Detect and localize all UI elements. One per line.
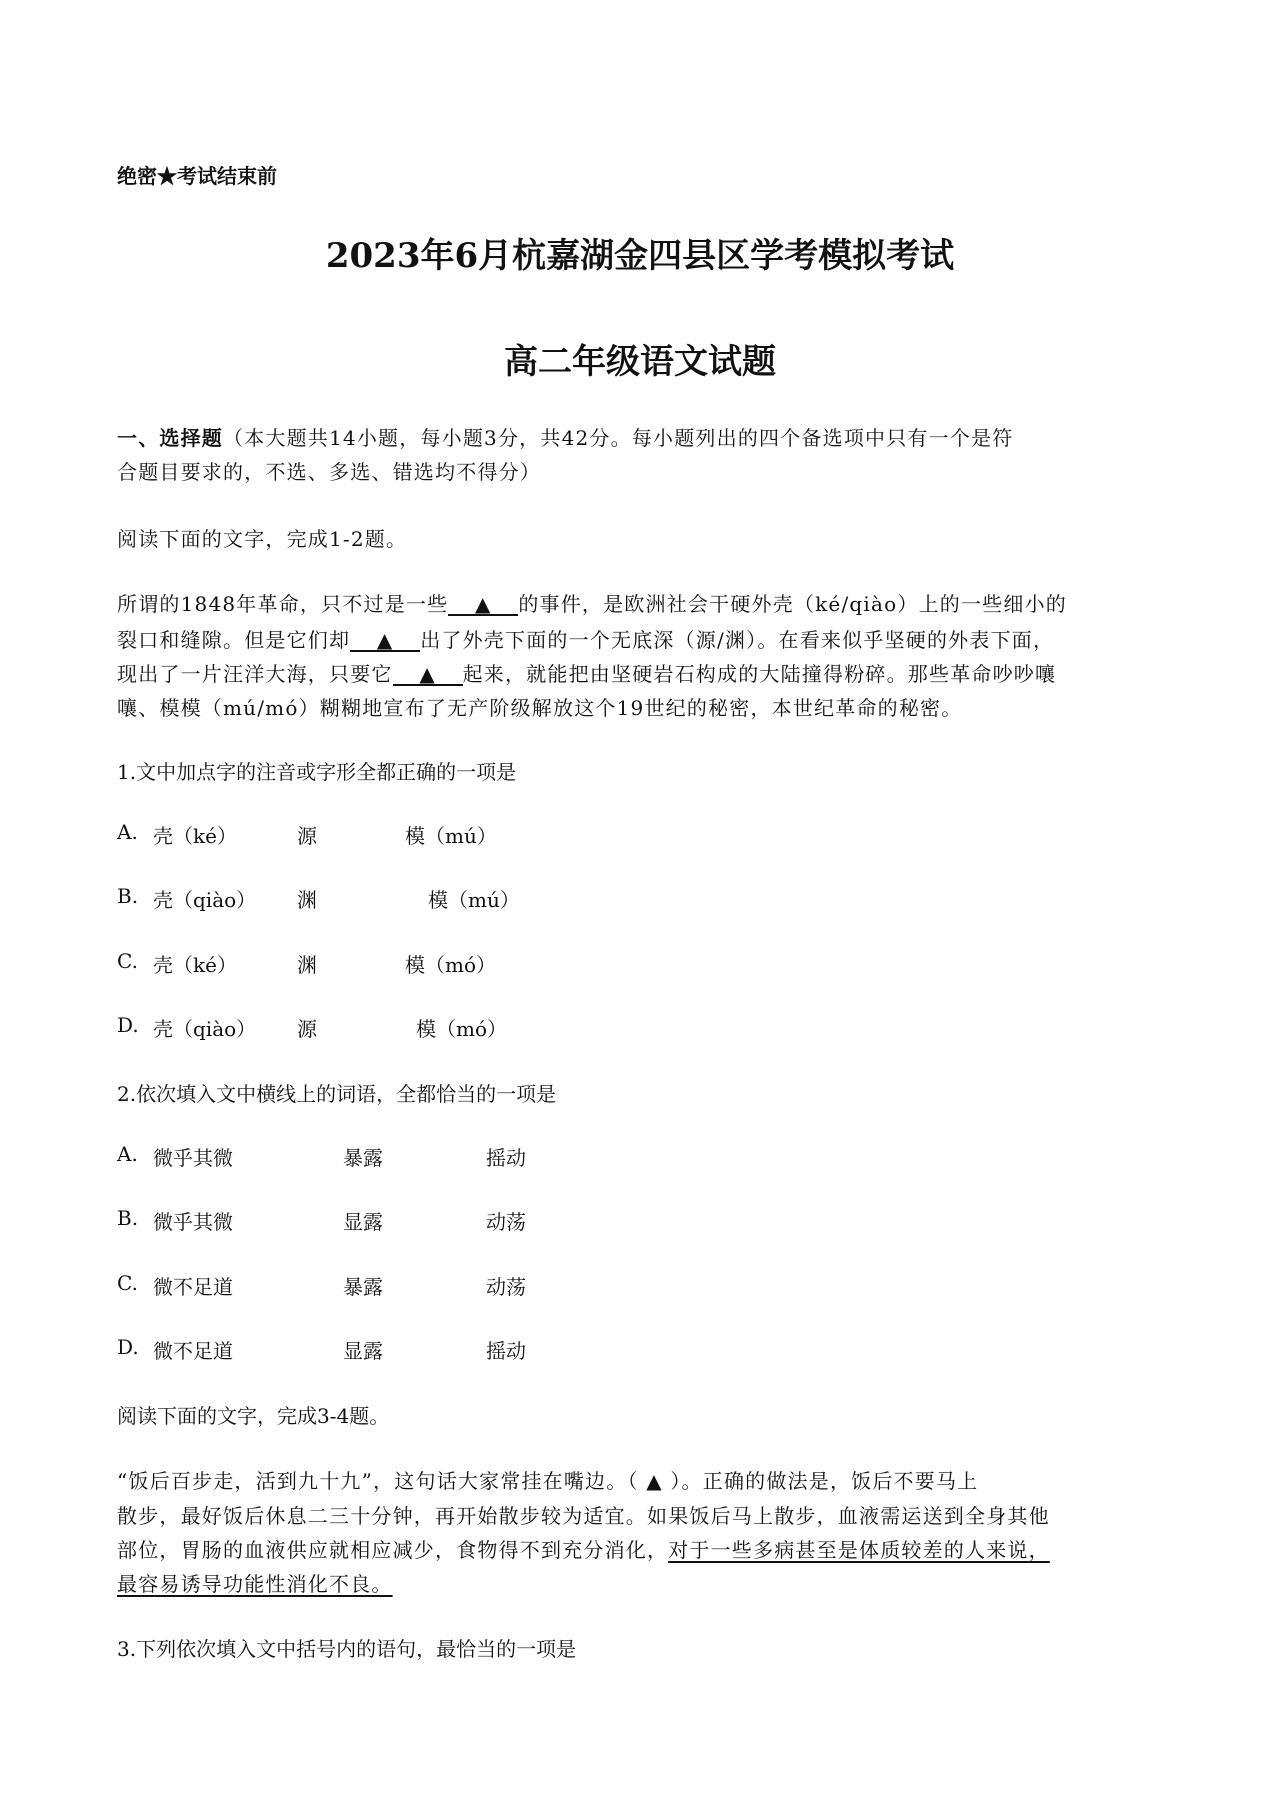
option-col2: 暴露 bbox=[343, 1146, 383, 1170]
option-label: A. bbox=[117, 820, 138, 844]
option-col1: 壳（qiào） bbox=[153, 888, 257, 912]
option-col3: 模（mú） bbox=[428, 888, 520, 912]
question-2-stem: 2.依次填入文中横线上的词语，全都恰当的一项是 bbox=[117, 1082, 557, 1106]
passage1-text: 的事件，是欧洲社会干硬外壳（ké/qiào）上的一些细小的 bbox=[518, 592, 1067, 616]
option-col1: 壳（ké） bbox=[153, 953, 237, 977]
section-instructions-line1 bbox=[117, 422, 1013, 451]
option-col1: 微乎其微 bbox=[153, 1210, 233, 1234]
option-label: D. bbox=[117, 1335, 139, 1359]
option-label: C. bbox=[117, 1271, 138, 1295]
option-col3: 模（mó） bbox=[416, 1017, 508, 1041]
section-instructions-line2: 合题目要求的，不选、多选、错选均不得分） bbox=[117, 460, 541, 484]
passage2-line3 bbox=[117, 1534, 1050, 1563]
passage1-text: 现出了一片汪洋大海，只要它 bbox=[117, 662, 393, 686]
option-col1: 壳（qiào） bbox=[153, 1017, 257, 1041]
option-col3: 动荡 bbox=[486, 1275, 526, 1299]
passage1-text: 起来，就能把由坚硬岩石构成的大陆撞得粉碎。那些革命吵吵嚷 bbox=[462, 662, 1057, 686]
passage2-text: 部位，胃肠的血液供应就相应减少，食物得不到充分消化， bbox=[117, 1538, 669, 1562]
option-label: B. bbox=[117, 884, 139, 908]
question-3-stem: 3.下列依次填入文中括号内的语句，最恰当的一项是 bbox=[117, 1637, 577, 1661]
option-col2: 渊 bbox=[297, 953, 317, 977]
option-col3: 模（mó） bbox=[405, 953, 497, 977]
option-col2: 显露 bbox=[343, 1210, 383, 1234]
fill-blank-2: ▲ bbox=[350, 630, 420, 652]
option-label: C. bbox=[117, 949, 138, 973]
option-col1: 壳（ké） bbox=[153, 824, 237, 848]
reading-intro-1: 阅读下面的文字，完成1-2题。 bbox=[117, 527, 408, 551]
fill-blank-1: ▲ bbox=[448, 594, 518, 616]
passage1-line1 bbox=[117, 588, 1067, 617]
passage1-text: 出了外壳下面的一个无底深（源/渊）。在看来似乎坚硬的外表下面， bbox=[420, 628, 1055, 652]
section-instructions-text: （本大题共14小题，每小题3分，共42分。每小题列出的四个备选项中只有一个是符 bbox=[223, 426, 1014, 450]
option-col2: 显露 bbox=[343, 1339, 383, 1363]
option-label: D. bbox=[117, 1013, 139, 1037]
passage2-line4 bbox=[117, 1568, 393, 1597]
fill-blank-3: ▲ bbox=[393, 664, 463, 686]
option-col3: 摇动 bbox=[486, 1146, 526, 1170]
option-col2: 渊 bbox=[297, 888, 317, 912]
underlined-sentence: 最容易诱导功能性消化不良。 bbox=[117, 1572, 393, 1596]
option-label: B. bbox=[117, 1206, 139, 1230]
passage2-line2: 散步，最好饭后休息二三十分钟，再开始散步较为适宜。如果饭后马上散步，血液需运送到全身其他 bbox=[117, 1504, 1050, 1528]
option-col1: 微乎其微 bbox=[153, 1146, 233, 1170]
underlined-sentence: 对于一些多病甚至是体质较差的人来说， bbox=[668, 1538, 1050, 1562]
question-1-stem: 1.文中加点字的注音或字形全都正确的一项是 bbox=[117, 760, 517, 784]
passage1-line4: 嚷、模模（mú/mó）糊糊地宣布了无产阶级解放这个19世纪的秘密，本世纪革命的秘密。 bbox=[117, 696, 963, 720]
exam-title: 2023年6月杭嘉湖金四县区学考模拟考试 bbox=[325, 236, 955, 276]
option-col3: 模（mú） bbox=[405, 824, 497, 848]
option-col1: 微不足道 bbox=[153, 1275, 233, 1299]
option-col2: 源 bbox=[297, 1017, 317, 1041]
option-col3: 摇动 bbox=[486, 1339, 526, 1363]
passage1-text: 裂口和缝隙。但是它们却 bbox=[117, 628, 351, 652]
option-label: A. bbox=[117, 1142, 138, 1166]
option-col2: 源 bbox=[297, 824, 317, 848]
exam-subtitle: 高二年级语文试题 bbox=[504, 342, 776, 382]
passage2-line1: “饭后百步走，活到九十九”，这句话大家常挂在嘴边。（ ▲ ）。正确的做法是，饭后不要马上 bbox=[117, 1469, 979, 1493]
confidential-label: 绝密★考试结束前 bbox=[117, 164, 277, 188]
passage1-line2 bbox=[117, 624, 1054, 653]
option-col2: 暴露 bbox=[343, 1275, 383, 1299]
option-col3: 动荡 bbox=[486, 1210, 526, 1234]
passage1-text: 所谓的1848年革命，只不过是一些 bbox=[117, 592, 449, 616]
option-col1: 微不足道 bbox=[153, 1339, 233, 1363]
reading-intro-2: 阅读下面的文字，完成3-4题。 bbox=[117, 1404, 390, 1428]
section-heading: 一、选择题 bbox=[117, 426, 223, 450]
passage1-line3 bbox=[117, 658, 1056, 687]
